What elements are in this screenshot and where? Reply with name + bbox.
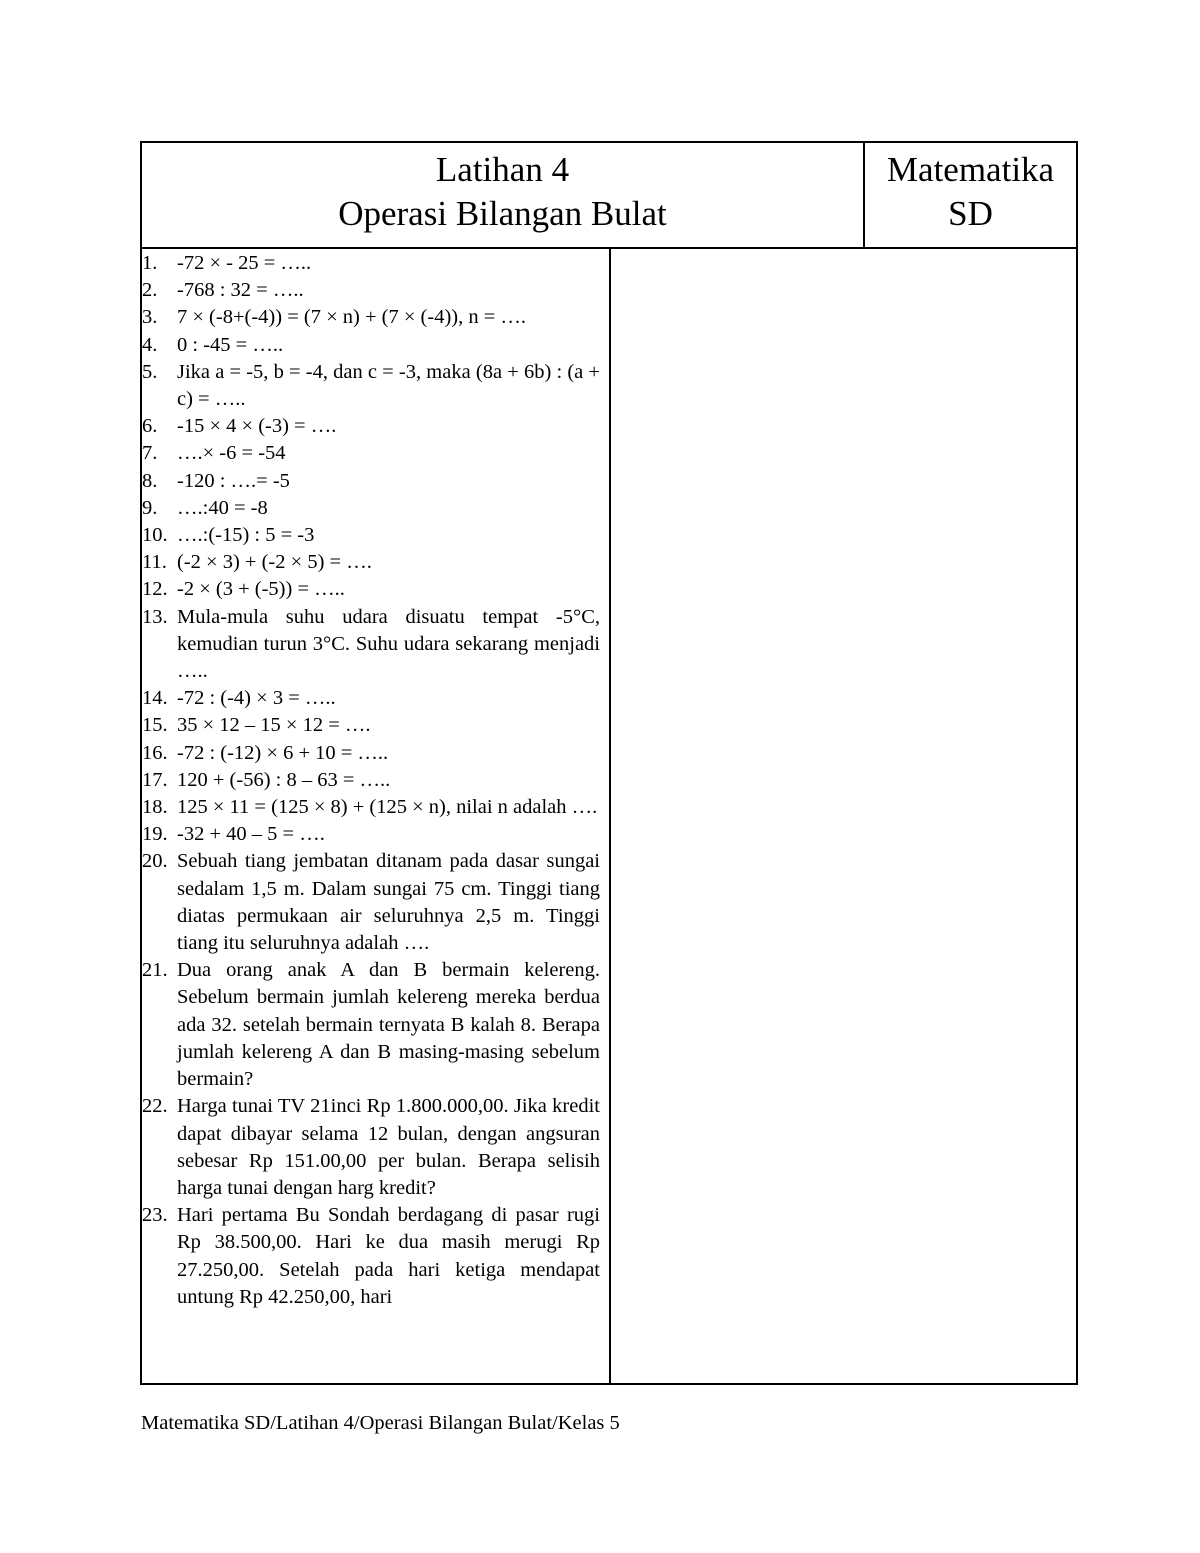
question-item <box>142 712 600 739</box>
question-item <box>142 304 600 331</box>
question-text: -15 × 4 × (-3) = …. <box>177 415 337 438</box>
question-item <box>142 604 600 686</box>
question-number: 12. <box>142 578 168 601</box>
question-item <box>142 413 600 440</box>
question-text: -2 × (3 + (-5)) = ….. <box>177 578 345 601</box>
question-number: 5. <box>142 360 158 383</box>
question-number: 9. <box>142 496 158 519</box>
question-item <box>142 1202 600 1311</box>
worksheet-header <box>142 143 1076 249</box>
question-number: 23. <box>142 1204 168 1227</box>
question-text: -72 : (-4) × 3 = ….. <box>177 687 336 710</box>
question-text: 120 + (-56) : 8 – 63 = ….. <box>177 768 391 791</box>
question-text: ….× -6 = -54 <box>177 442 286 465</box>
question-text: -32 + 40 – 5 = …. <box>177 823 325 846</box>
question-item <box>142 794 600 821</box>
question-text: (-2 × 3) + (-2 × 5) = …. <box>177 551 372 574</box>
question-text: ….:40 = -8 <box>177 496 268 519</box>
question-item <box>142 440 600 467</box>
question-number: 21. <box>142 959 168 982</box>
question-item <box>142 848 600 957</box>
title-cell <box>142 143 865 247</box>
question-item <box>142 821 600 848</box>
subject-cell <box>865 143 1076 252</box>
question-text: Mula-mula suhu udara disuatu tempat -5°C, kemudian turun 3°C. Suhu udara sekarang menjadi ….. <box>177 605 600 683</box>
question-number: 18. <box>142 796 168 819</box>
question-item <box>142 767 600 794</box>
question-text: -120 : ….= -5 <box>177 469 290 492</box>
question-item <box>142 740 600 767</box>
question-number: 7. <box>142 442 158 465</box>
question-number: 1. <box>142 252 158 274</box>
title-line-2: Operasi Bilangan Bulat <box>338 194 667 233</box>
question-item <box>142 957 600 1093</box>
question-text: Sebuah tiang jembatan ditanam pada dasar sungai sedalam 1,5 m. Dalam sungai 75 cm. Tinggi tiang diatas permukaan air seluruhnya 2,5 m. Tinggi tiang itu seluruhnya adalah …. <box>177 850 600 955</box>
question-item <box>142 1093 600 1202</box>
question-item <box>142 332 600 359</box>
question-text: 0 : -45 = ….. <box>177 333 284 356</box>
question-number: 19. <box>142 823 168 846</box>
question-number: 2. <box>142 279 158 302</box>
question-number: 10. <box>142 524 168 547</box>
question-number: 15. <box>142 714 168 737</box>
question-text: 7 × (-8+(-4)) = (7 × n) + (7 × (-4)), n = …. <box>177 306 527 329</box>
question-number: 13. <box>142 605 168 628</box>
title-line-1: Latihan 4 <box>435 150 570 189</box>
question-number: 17. <box>142 768 168 791</box>
question-text: ….:(-15) : 5 = -3 <box>177 524 315 547</box>
question-item <box>142 576 600 603</box>
subject-line-2: SD <box>948 194 993 233</box>
question-text: -768 : 32 = ….. <box>177 279 304 302</box>
question-item <box>142 522 600 549</box>
question-number: 3. <box>142 306 158 329</box>
question-item <box>142 495 600 522</box>
question-item <box>142 468 600 495</box>
question-number: 6. <box>142 415 158 438</box>
question-text: Dua orang anak A dan B bermain kelereng. Sebelum bermain jumlah kelereng mereka berdua ada 32. setelah bermain ternyata B kalah 8. Berapa jumlah kelereng A dan B masing-masing sebelum bermain? <box>177 959 600 1091</box>
question-item <box>142 250 600 277</box>
question-number: 4. <box>142 333 158 356</box>
question-number: 8. <box>142 469 158 492</box>
question-text: Harga tunai TV 21inci Rp 1.800.000,00. Jika kredit dapat dibayar selama 12 bulan, dengan angsuran sebesar Rp 151.00,00 per bulan. Berapa selisih harga tunai dengan harg kredit? <box>177 1095 600 1199</box>
question-number: 20. <box>142 850 168 873</box>
question-number: 14. <box>142 687 168 710</box>
worksheet-table <box>140 141 1078 1385</box>
question-text: Jika a = -5, b = -4, dan c = -3, maka (8a + 6b) : (a + c) = ….. <box>177 360 600 411</box>
question-number: 16. <box>142 741 168 764</box>
question-list <box>142 250 600 1383</box>
question-item <box>142 685 600 712</box>
page-footer: Matematika SD/Latihan 4/Operasi Bilangan Bulat/Kelas 5 <box>141 1412 620 1434</box>
question-text: -72 : (-12) × 6 + 10 = ….. <box>177 741 389 764</box>
question-text: 35 × 12 – 15 × 12 = …. <box>177 714 371 737</box>
subject-line-1: Matematika <box>886 150 1055 189</box>
question-item <box>142 277 600 304</box>
column-divider <box>609 249 611 1385</box>
question-item <box>142 549 600 576</box>
question-text: 125 × 11 = (125 × 8) + (125 × n), nilai n adalah …. <box>177 796 598 819</box>
question-text: -72 × - 25 = ….. <box>177 252 312 274</box>
question-item <box>142 359 600 413</box>
question-number: 11. <box>142 551 167 574</box>
question-number: 22. <box>142 1095 168 1118</box>
question-text: Hari pertama Bu Sondah berdagang di pasar rugi Rp 38.500,00. Hari ke dua masih merugi Rp 27.250,00. Setelah pada hari ketiga mendapat untung Rp 42.250,00, hari <box>177 1204 600 1308</box>
